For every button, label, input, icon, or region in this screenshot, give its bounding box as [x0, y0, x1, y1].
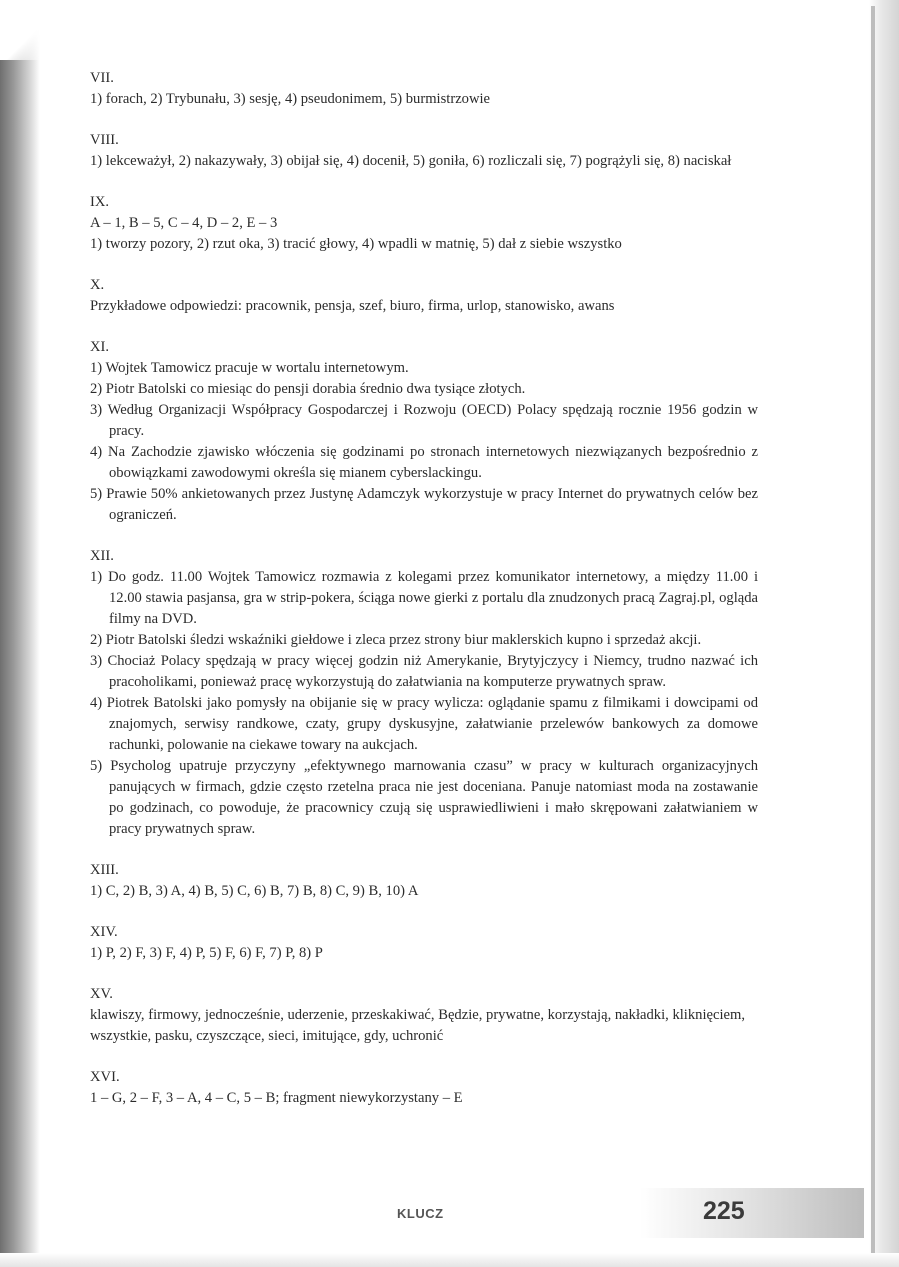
section-ix: [90, 192, 758, 255]
section-heading: VII.: [90, 70, 114, 86]
answer-line: 1) tworzy pozory, 2) rzut oka, 3) tracić głowy, 4) wpadli w matnię, 5) dał z siebie wszystko: [90, 236, 622, 252]
section-heading: X.: [90, 277, 105, 293]
page-edge-bottom: [0, 1253, 899, 1267]
book-spine-shadow: [0, 0, 40, 1267]
answer-line: 1) P, 2) F, 3) F, 4) P, 5) F, 6) F, 7) P, 8) P: [90, 945, 323, 961]
section-heading: XIV.: [90, 924, 118, 940]
page-corner: [0, 0, 60, 60]
section-heading: XIII.: [90, 862, 119, 878]
answer-item: 3) Chociaż Polacy spędzają w pracy więcej godzin niż Amerykanie, Brytyjczycy i Niemcy, trudno nazwać ich pracoholikami, ponieważ pracę wykorzystują do załatwiania na komputerze prywatnych spraw.: [90, 653, 758, 690]
answer-item: 2) Piotr Batolski śledzi wskaźniki giełdowe i zleca przez strony biur maklerskich kupno i sprzedaż akcji.: [90, 632, 702, 648]
section-vii: [90, 68, 758, 110]
answer-line: 1) lekceważył, 2) nakazywały, 3) obijał się, 4) docenił, 5) goniła, 6) rozliczali się, 7) pogrążyli się, 8) naciskał: [90, 153, 732, 169]
answer-list: [90, 358, 758, 526]
answer-item: 5) Psycholog upatruje przyczyny „efektywnego marnowania czasu” w pracy w kulturach organizacyjnych panujących w firmach, gdzie często rzetelna praca nie jest doceniana. Panuje natomiast moda na zostawanie po godzinach, co powoduje, że pracownicy czują się usprawiedliwieni i mało skrępowani załatwianiem w pracy prywatnych spraw.: [90, 758, 758, 837]
section-xi: [90, 337, 758, 526]
answer-line: 1) C, 2) B, 3) A, 4) B, 5) C, 6) B, 7) B, 8) C, 9) B, 10) A: [90, 883, 419, 899]
section-xiv: [90, 922, 758, 964]
section-xv: [90, 984, 758, 1047]
section-viii: [90, 130, 758, 172]
answer-item: 1) Do godz. 11.00 Wojtek Tamowicz rozmawia z kolegami przez komunikator internetowy, a między 11.00 i 12.00 stawia pasjansa, gra w strip-pokera, ściąga nowe gierki z portalu dla znudzonych pracą Zagraj.pl, ogląda filmy na DVD.: [90, 569, 758, 627]
section-heading: IX.: [90, 194, 110, 210]
footer-label: KLUCZ: [397, 1206, 444, 1221]
section-x: [90, 275, 758, 317]
answer-item: 1) Wojtek Tamowicz pracuje w wortalu internetowym.: [90, 360, 409, 376]
section-heading: XI.: [90, 339, 110, 355]
answer-line: A – 1, B – 5, C – 4, D – 2, E – 3: [90, 215, 278, 231]
answer-line: 1 – G, 2 – F, 3 – A, 4 – C, 5 – B; fragment niewykorzystany – E: [90, 1090, 463, 1106]
answer-line: klawiszy, firmowy, jednocześnie, uderzenie, przeskakiwać, Będzie, prywatne, korzystają, nakładki, kliknięciem, wszystkie, pasku, czyszczące, sieci, imitujące, gdy, uchronić: [90, 1007, 745, 1044]
page-number: 225: [703, 1197, 745, 1225]
section-xiii: [90, 860, 758, 902]
section-heading: VIII.: [90, 132, 119, 148]
section-heading: XVI.: [90, 1069, 120, 1085]
answer-line: 1) forach, 2) Trybunału, 3) sesję, 4) pseudonimem, 5) burmistrzowie: [90, 91, 491, 107]
section-xvi: [90, 1067, 758, 1109]
section-xii: [90, 546, 758, 840]
section-heading: XV.: [90, 986, 113, 1002]
answer-item: 2) Piotr Batolski co miesiąc do pensji dorabia średnio dwa tysiące złotych.: [90, 381, 526, 397]
section-heading: XII.: [90, 548, 114, 564]
answer-key-content: [90, 68, 758, 1129]
answer-line: Przykładowe odpowiedzi: pracownik, pensja, szef, biuro, firma, urlop, stanowisko, awans: [90, 298, 615, 314]
answer-item: 3) Według Organizacji Współpracy Gospodarczej i Rozwoju (OECD) Polacy spędzają rocznie 1956 godzin w pracy.: [90, 402, 758, 439]
answer-item: 4) Piotrek Batolski jako pomysły na obijanie się w pracy wylicza: oglądanie spamu z filmikami i dowcipami od znajomych, serwisy randkowe, czaty, grupy dyskusyjne, załatwianie przelewów bankowych za domowe rachunki, polowanie na ciekawe towary na aukcjach.: [90, 695, 758, 753]
page-number-tab: [640, 1188, 864, 1238]
page-edge-line: [871, 6, 875, 1261]
answer-item: 4) Na Zachodzie zjawisko włóczenia się godzinami po stronach internetowych niezwiązanych bezpośrednio z obowiązkami zawodowymi określa się mianem cyberslackingu.: [90, 444, 758, 481]
answer-item: 5) Prawie 50% ankietowanych przez Justynę Adamczyk wykorzystuje w pracy Internet do prywatnych celów bez ograniczeń.: [90, 486, 758, 523]
answer-list: [90, 567, 758, 840]
